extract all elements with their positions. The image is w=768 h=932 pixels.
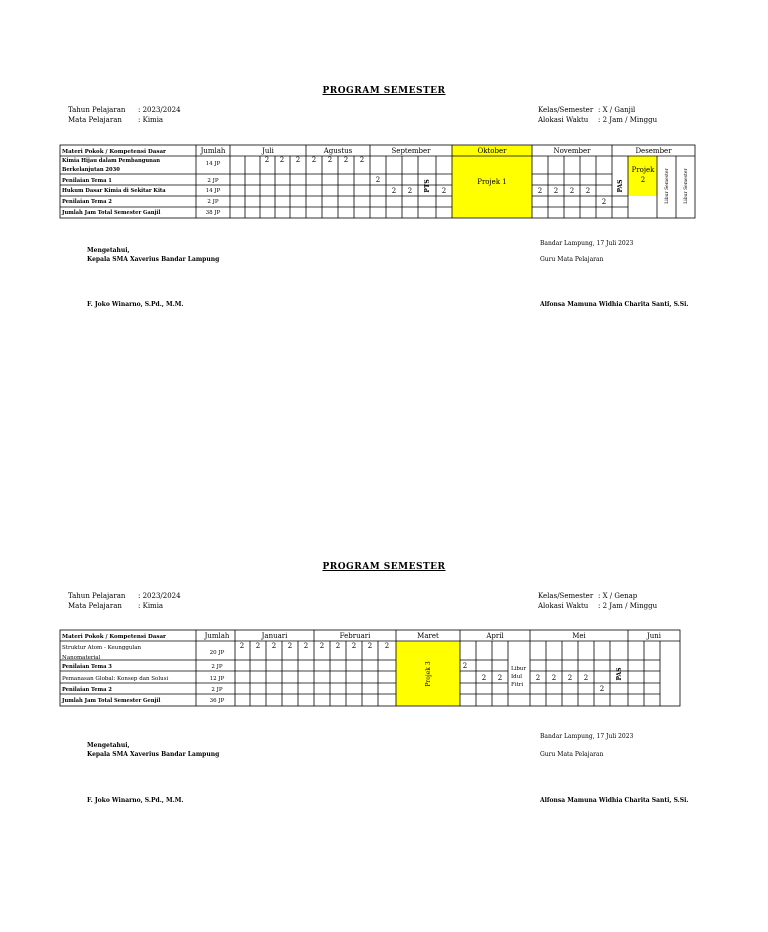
jumlah-header: Jumlah xyxy=(204,632,230,640)
materi-cell: Penilaian Tema 1 xyxy=(62,178,112,184)
materi-cell: Penilaian Tema 3 xyxy=(62,664,112,670)
week-mark: 2 xyxy=(239,642,245,650)
materi-cell: Penilaian Tema 2 xyxy=(62,687,112,693)
libur-semester-label: Libur Semester xyxy=(684,168,689,204)
jp-cell: 14 JP xyxy=(205,161,221,167)
month-header: Juli xyxy=(262,147,274,155)
month-header: November xyxy=(553,147,591,155)
materi-cell: Struktur Atom - Keunggulan xyxy=(62,645,142,651)
semester2-title: PROGRAM SEMESTER xyxy=(322,562,446,572)
jp-cell: 36 JP xyxy=(209,698,225,704)
jp-cell: 2 JP xyxy=(207,199,219,205)
week-mark: 2 xyxy=(497,674,503,682)
week-mark: 2 xyxy=(481,674,487,682)
semester1-teacher-name: Alfonsa Mamuna Widhia Charita Santi, S.Si. xyxy=(540,301,689,308)
meta-value: : 2 Jam / Minggu xyxy=(598,602,658,610)
week-mark: 2 xyxy=(279,156,285,164)
projek1-label: Projek 1 xyxy=(477,178,507,186)
semester1-place-date: Bandar Lampung, 17 Juli 2023 xyxy=(540,240,634,247)
projek3-label: Projek 3 xyxy=(425,661,432,687)
week-mark: 2 xyxy=(407,187,413,195)
jp-cell: 2 JP xyxy=(211,664,223,670)
meta-value: : Kimia xyxy=(138,602,164,610)
meta-value: : 2 Jam / Minggu xyxy=(598,116,658,124)
week-mark: 2 xyxy=(583,674,589,682)
week-mark: 2 xyxy=(375,176,381,184)
month-header: Februari xyxy=(339,632,371,640)
materi-cell: Berkelanjutan 2030 xyxy=(62,167,120,173)
week-mark: 2 xyxy=(351,642,357,650)
week-mark: 2 xyxy=(567,674,573,682)
week-mark: 2 xyxy=(327,156,333,164)
meta-value: : Kimia xyxy=(138,116,164,124)
week-mark: 2 xyxy=(599,685,605,693)
meta-label: Alokasi Waktu xyxy=(538,116,589,124)
projek2-label: 2 xyxy=(640,176,646,184)
semester1-title: PROGRAM SEMESTER xyxy=(322,86,446,96)
pas-label: PAS xyxy=(616,667,623,681)
week-mark: 2 xyxy=(303,642,309,650)
week-mark: 2 xyxy=(359,156,365,164)
month-header: Agustus xyxy=(323,147,353,155)
pts-label: PTS xyxy=(424,179,431,193)
week-mark: 2 xyxy=(287,642,293,650)
projek2-label: Projek xyxy=(631,166,655,174)
week-mark: 2 xyxy=(264,156,270,164)
month-header: Oktober xyxy=(477,147,507,155)
jp-cell: 2 JP xyxy=(207,178,219,184)
week-mark: 2 xyxy=(391,187,397,195)
materi-cell: Pemanasan Global: Konsep dan Solusi xyxy=(62,676,169,682)
meta-label: Tahun Pelajaran xyxy=(68,106,126,114)
semester2-teacher-name: Alfonsa Mamuna Widhia Charita Santi, S.Si. xyxy=(540,797,689,804)
week-mark: 2 xyxy=(255,642,261,650)
week-mark: 2 xyxy=(319,642,325,650)
month-header: Januari xyxy=(261,632,288,640)
semester1-teacher-title: Guru Mata Pelajaran xyxy=(540,256,604,263)
materi-cell: Jumlah Jam Total Semester Genjil xyxy=(62,698,161,704)
semester1-principal-title: Kepala SMA Xaverius Bandar Lampung xyxy=(87,256,220,263)
materi-cell: Kimia Hijau dalam Pembangunan xyxy=(62,158,161,164)
week-mark: 2 xyxy=(551,674,557,682)
meta-label: Mata Pelajaran xyxy=(68,116,122,124)
materi-header: Materi Pokok / Kompetensi Dasar xyxy=(62,634,166,640)
libur-idul-label: Libur xyxy=(511,666,527,672)
week-mark: 2 xyxy=(335,642,341,650)
libur-idul-label: Fitri xyxy=(511,682,524,688)
materi-cell: Nanomaterial xyxy=(62,655,101,661)
jp-cell: 20 JP xyxy=(209,650,225,656)
jp-cell: 12 JP xyxy=(209,676,225,682)
week-mark: 2 xyxy=(295,156,301,164)
week-mark: 2 xyxy=(535,674,541,682)
semester2-approve: Mengetahui, xyxy=(87,742,130,749)
materi-cell: Hukum Dasar Kimia di Sekitar Kita xyxy=(62,188,166,194)
week-mark: 2 xyxy=(311,156,317,164)
jp-cell: 38 JP xyxy=(205,210,221,216)
week-mark: 2 xyxy=(343,156,349,164)
libur-semester-label: Libur Semester xyxy=(665,168,670,204)
semester1-principal-name: F. Joko Winarno, S.Pd., M.M. xyxy=(87,301,184,308)
semester2-teacher-title: Guru Mata Pelajaran xyxy=(540,751,604,758)
materi-cell: Jumlah Jam Total Semester Ganjil xyxy=(62,210,161,216)
meta-label: Mata Pelajaran xyxy=(68,602,122,610)
meta-value: : X / Genap xyxy=(598,592,638,600)
materi-cell: Penilaian Tema 2 xyxy=(62,199,112,205)
week-mark: 2 xyxy=(441,187,447,195)
week-mark: 2 xyxy=(367,642,373,650)
jp-cell: 2 JP xyxy=(211,687,223,693)
pas-label: PAS xyxy=(617,179,624,193)
libur-idul-label: Idul xyxy=(511,674,522,680)
week-mark: 2 xyxy=(384,642,390,650)
semester2-principal-name: F. Joko Winarno, S.Pd., M.M. xyxy=(87,797,184,804)
semester1-approve: Mengetahui, xyxy=(87,247,130,254)
meta-label: Tahun Pelajaran xyxy=(68,592,126,600)
meta-value: : 2023/2024 xyxy=(138,592,181,600)
meta-value: : 2023/2024 xyxy=(138,106,181,114)
meta-value: : X / Ganjil xyxy=(598,106,636,114)
meta-label: Kelas/Semester xyxy=(538,592,594,600)
meta-label: Kelas/Semester xyxy=(538,106,594,114)
semester2-principal-title: Kepala SMA Xaverius Bandar Lampung xyxy=(87,751,220,758)
week-mark: 2 xyxy=(569,187,575,195)
month-header: September xyxy=(391,147,431,155)
month-header: April xyxy=(486,632,504,640)
month-header: Juni xyxy=(646,632,662,640)
semester2-place-date: Bandar Lampung, 17 Juli 2023 xyxy=(540,733,634,740)
week-mark: 2 xyxy=(585,187,591,195)
month-header: Mei xyxy=(572,632,586,640)
jp-cell: 14 JP xyxy=(205,188,221,194)
week-mark: 2 xyxy=(271,642,277,650)
week-mark: 2 xyxy=(537,187,543,195)
week-mark: 2 xyxy=(601,198,607,206)
materi-header: Materi Pokok / Kompetensi Dasar xyxy=(62,149,166,155)
jumlah-header: Jumlah xyxy=(200,147,226,155)
month-header: Maret xyxy=(417,632,439,640)
week-mark: 2 xyxy=(553,187,559,195)
meta-label: Alokasi Waktu xyxy=(538,602,589,610)
week-mark: 2 xyxy=(462,662,468,670)
month-header: Desember xyxy=(635,147,672,155)
